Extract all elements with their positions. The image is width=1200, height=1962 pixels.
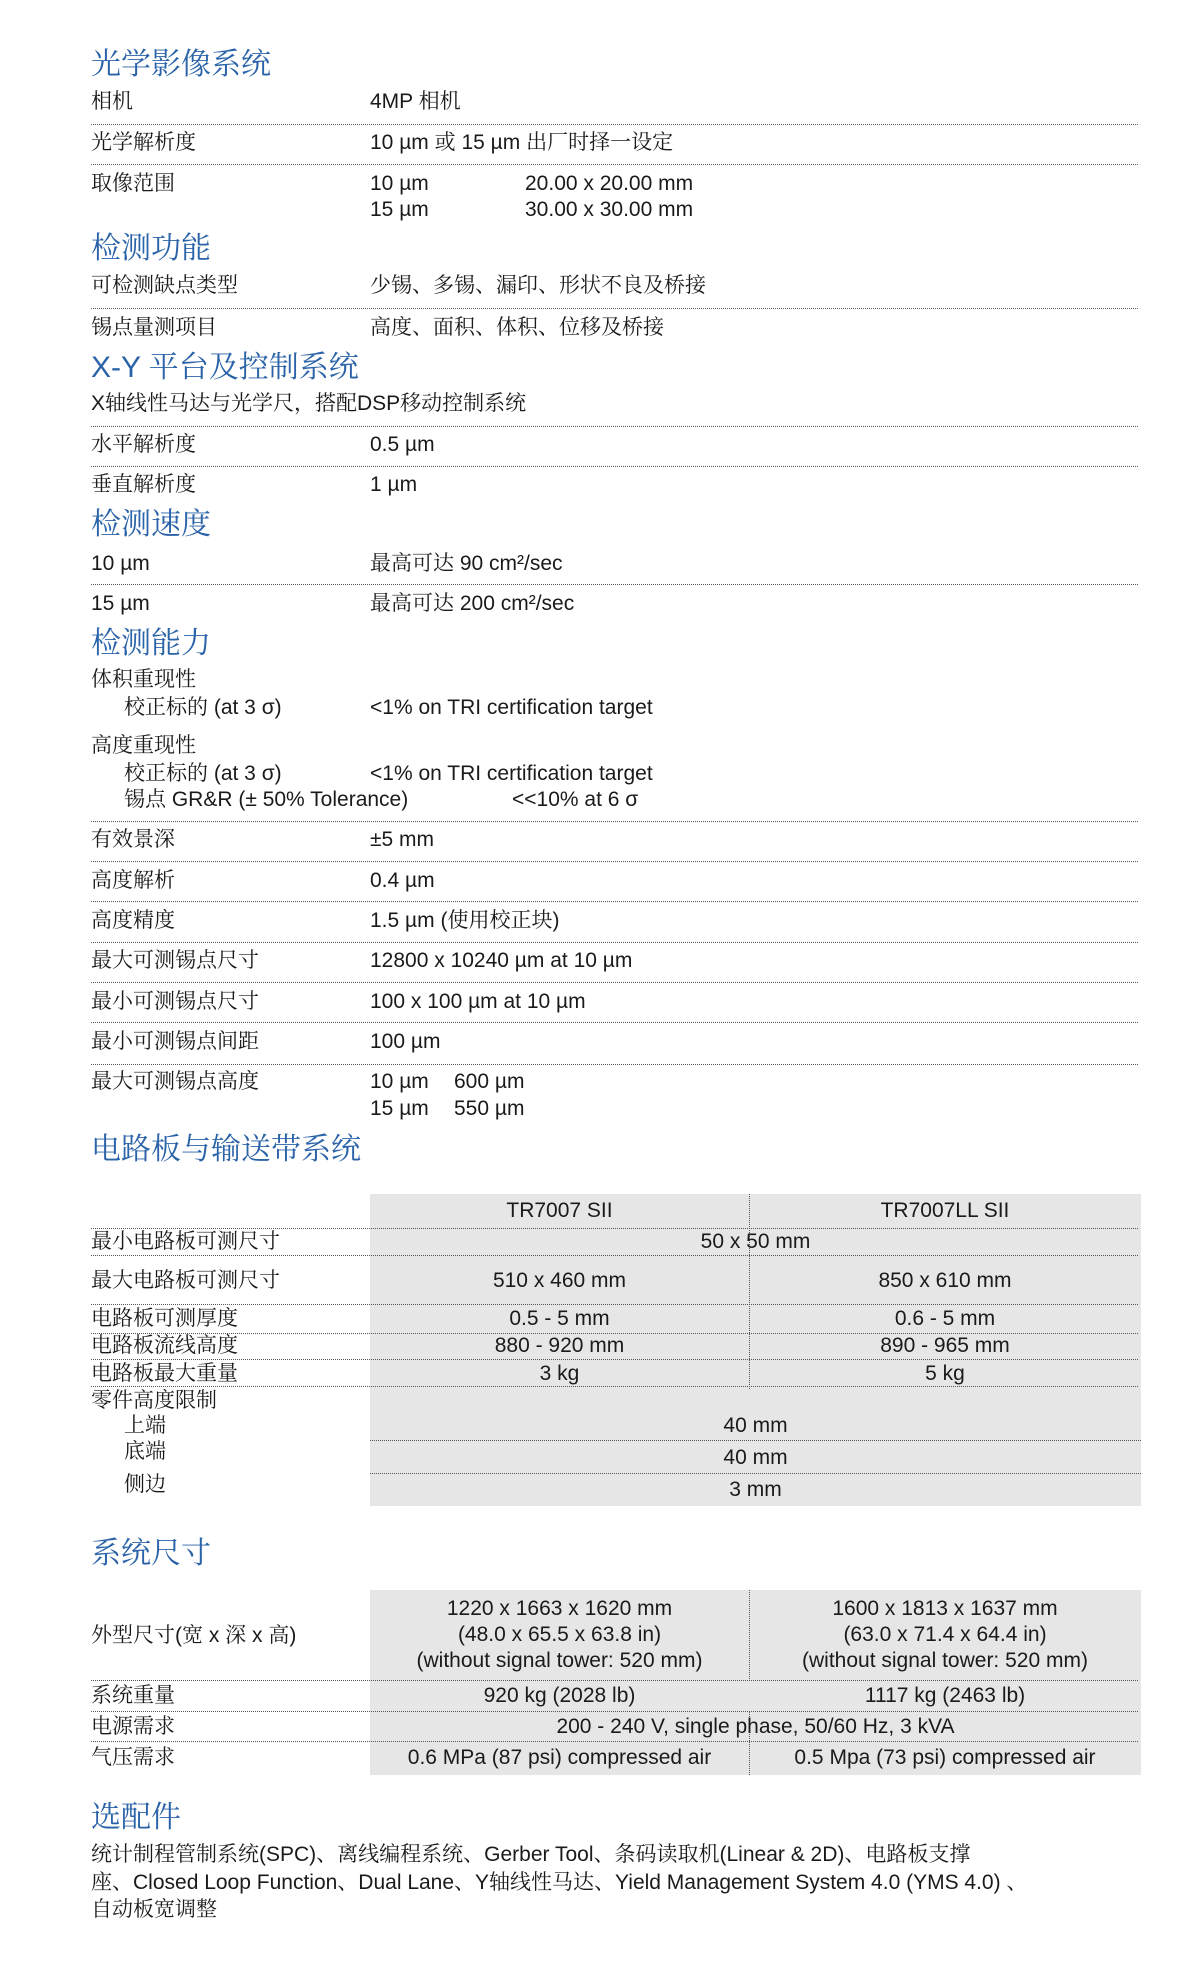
spec-label: 最大可测锡点高度	[91, 1070, 259, 1093]
spec-value: <<10% at 6 σ	[512, 788, 639, 811]
spec-value: 1 µm	[370, 473, 418, 496]
spec-value: 890 - 965 mm	[880, 1334, 1010, 1357]
spec-label: 水平解析度	[91, 433, 196, 456]
section-title-pcb: 电路板与输送带系统	[91, 1133, 361, 1166]
spec-sublabel: 锡点 GR&R (± 50% Tolerance)	[124, 788, 409, 811]
spec-value: (without signal tower: 520 mm)	[416, 1649, 703, 1672]
model-header: TR7007LL SII	[880, 1199, 1010, 1222]
spec-label: 可检测缺点类型	[91, 274, 238, 297]
divider	[370, 1473, 1141, 1474]
spec-value: 30.00 x 30.00 mm	[525, 198, 694, 221]
divider	[91, 124, 1138, 125]
divider	[91, 1680, 1138, 1681]
spec-value: <1% on TRI certification target	[370, 762, 653, 785]
divider	[91, 584, 1138, 585]
section-title-speed: 检测速度	[91, 508, 211, 541]
spec-value: 最高可达 200 cm²/sec	[370, 592, 575, 615]
spec-label: 光学解析度	[91, 131, 196, 154]
spec-value: 600 µm	[454, 1070, 525, 1093]
model-header: TR7007 SII	[506, 1199, 613, 1222]
spec-value: 0.5 - 5 mm	[509, 1307, 610, 1330]
divider	[91, 821, 1138, 822]
spec-value: 1.5 µm (使用校正块)	[370, 909, 560, 932]
spec-value: 850 x 610 mm	[878, 1269, 1012, 1292]
spec-label: 取像范围	[91, 172, 175, 195]
divider	[370, 1440, 1141, 1441]
spec-value: 1600 x 1813 x 1637 mm	[832, 1597, 1058, 1620]
section-title-capability: 检测能力	[91, 627, 211, 660]
spec-value: 100 µm	[370, 1030, 441, 1053]
spec-label: 体积重现性	[91, 668, 196, 691]
spec-label: 气压需求	[91, 1746, 175, 1769]
divider	[91, 982, 1138, 983]
spec-sublabel: 校正标的 (at 3 σ)	[124, 696, 282, 719]
section-title-optics: 光学影像系统	[91, 48, 271, 81]
spec-label: 10 µm	[91, 552, 150, 575]
spec-label: 最小电路板可测尺寸	[91, 1230, 280, 1253]
spec-value: 100 x 100 µm at 10 µm	[370, 990, 586, 1013]
section-title-options: 选配件	[91, 1801, 181, 1834]
spec-label: 最大可测锡点尺寸	[91, 949, 259, 972]
spec-label: 电路板可测厚度	[91, 1307, 238, 1330]
spec-label: 最大电路板可测尺寸	[91, 1269, 280, 1292]
spec-note: X轴线性马达与光学尺，搭配DSP移动控制系统	[91, 392, 527, 415]
spec-value: 最高可达 90 cm²/sec	[370, 552, 563, 575]
spec-value: 15 µm	[370, 198, 429, 221]
spec-value: (63.0 x 71.4 x 64.4 in)	[843, 1623, 1047, 1646]
spec-label: 电路板最大重量	[91, 1362, 238, 1385]
divider	[91, 1741, 1138, 1742]
spec-label: 电路板流线高度	[91, 1334, 238, 1357]
spec-value: 1220 x 1663 x 1620 mm	[446, 1597, 673, 1620]
divider	[91, 1386, 1138, 1387]
spec-label: 高度重现性	[91, 734, 196, 757]
spec-value: (without signal tower: 520 mm)	[802, 1649, 1088, 1672]
spec-value: 0.6 MPa (87 psi) compressed air	[407, 1746, 712, 1769]
options-line: 统计制程管制系统(SPC)、离线编程系统、Gerber Tool、条码读取机(Linear & 2D)、电路板支撑	[91, 1843, 971, 1866]
divider	[91, 1022, 1138, 1023]
spec-sublabel: 上端	[124, 1414, 166, 1437]
spec-value: <1% on TRI certification target	[370, 696, 653, 719]
spec-value: 0.5 µm	[370, 433, 435, 456]
spec-value: 0.4 µm	[370, 869, 435, 892]
spec-value: 10 µm 或 15 µm 出厂时择一设定	[370, 131, 674, 154]
spec-value: 15 µm	[370, 1097, 429, 1120]
spec-value: 少锡、多锡、漏印、形状不良及桥接	[370, 274, 706, 297]
spec-value: 550 µm	[454, 1097, 525, 1120]
spec-value: 510 x 460 mm	[492, 1269, 627, 1292]
spec-value: 0.5 Mpa (73 psi) compressed air	[794, 1746, 1096, 1769]
spec-label: 零件高度限制	[91, 1389, 217, 1412]
spec-value: 1117 kg (2463 lb)	[864, 1684, 1026, 1707]
divider	[91, 164, 1138, 165]
section-title-xy: X-Y 平台及控制系统	[91, 351, 359, 384]
spec-label: 相机	[91, 90, 133, 113]
spec-sublabel: 校正标的 (at 3 σ)	[124, 762, 282, 785]
spec-value: 10 µm	[370, 172, 429, 195]
divider	[91, 942, 1138, 943]
divider	[91, 466, 1138, 467]
spec-label: 电源需求	[91, 1715, 175, 1738]
spec-value: 40 mm	[723, 1414, 788, 1437]
divider	[91, 1255, 1138, 1256]
divider	[91, 426, 1138, 427]
divider	[91, 861, 1138, 862]
spec-value: 3 kg	[539, 1362, 580, 1385]
spec-value: 高度、面积、体积、位移及桥接	[370, 316, 664, 339]
spec-value: 920 kg (2028 lb)	[483, 1684, 636, 1707]
spec-value: 40 mm	[723, 1446, 788, 1469]
spec-value: 5 kg	[925, 1362, 965, 1385]
divider	[91, 308, 1138, 309]
spec-label: 高度精度	[91, 909, 175, 932]
spec-label: 锡点量测项目	[91, 316, 217, 339]
spec-value: 200 - 240 V, single phase, 50/60 Hz, 3 kVA	[556, 1715, 955, 1738]
spec-value: ±5 mm	[370, 828, 435, 851]
spec-value: 20.00 x 20.00 mm	[525, 172, 694, 195]
spec-value: 10 µm	[370, 1070, 429, 1093]
spec-label: 最小可测锡点尺寸	[91, 990, 259, 1013]
spec-label: 有效景深	[91, 828, 175, 851]
spec-label: 15 µm	[91, 592, 150, 615]
options-line: 座、Closed Loop Function、Dual Lane、Y轴线性马达、Yield Management System 4.0 (YMS 4.0) 、	[91, 1871, 1028, 1894]
options-line: 自动板宽调整	[91, 1898, 217, 1921]
spec-label: 系统重量	[91, 1684, 175, 1707]
spec-value: (48.0 x 65.5 x 63.8 in)	[457, 1623, 662, 1646]
spec-value: 12800 x 10240 µm at 10 µm	[370, 949, 633, 972]
spec-value: 4MP 相机	[370, 90, 461, 113]
spec-sublabel: 底端	[124, 1440, 166, 1463]
divider	[91, 1711, 1138, 1712]
spec-value: 0.6 - 5 mm	[894, 1307, 996, 1330]
spec-label: 高度解析	[91, 869, 175, 892]
divider	[91, 1064, 1138, 1065]
divider	[91, 901, 1138, 902]
spec-value: 50 x 50 mm	[700, 1230, 811, 1253]
spec-label: 垂直解析度	[91, 473, 196, 496]
spec-label: 最小可测锡点间距	[91, 1030, 259, 1053]
divider	[91, 1359, 1138, 1360]
spec-label: 外型尺寸(宽 x 深 x 高)	[91, 1624, 297, 1647]
section-title-system: 系统尺寸	[91, 1537, 211, 1570]
spec-value: 880 - 920 mm	[494, 1334, 625, 1357]
spec-value: 3 mm	[729, 1478, 782, 1501]
spec-sublabel: 侧边	[124, 1473, 166, 1496]
divider	[91, 1304, 1138, 1305]
section-title-inspection: 检测功能	[91, 232, 211, 265]
